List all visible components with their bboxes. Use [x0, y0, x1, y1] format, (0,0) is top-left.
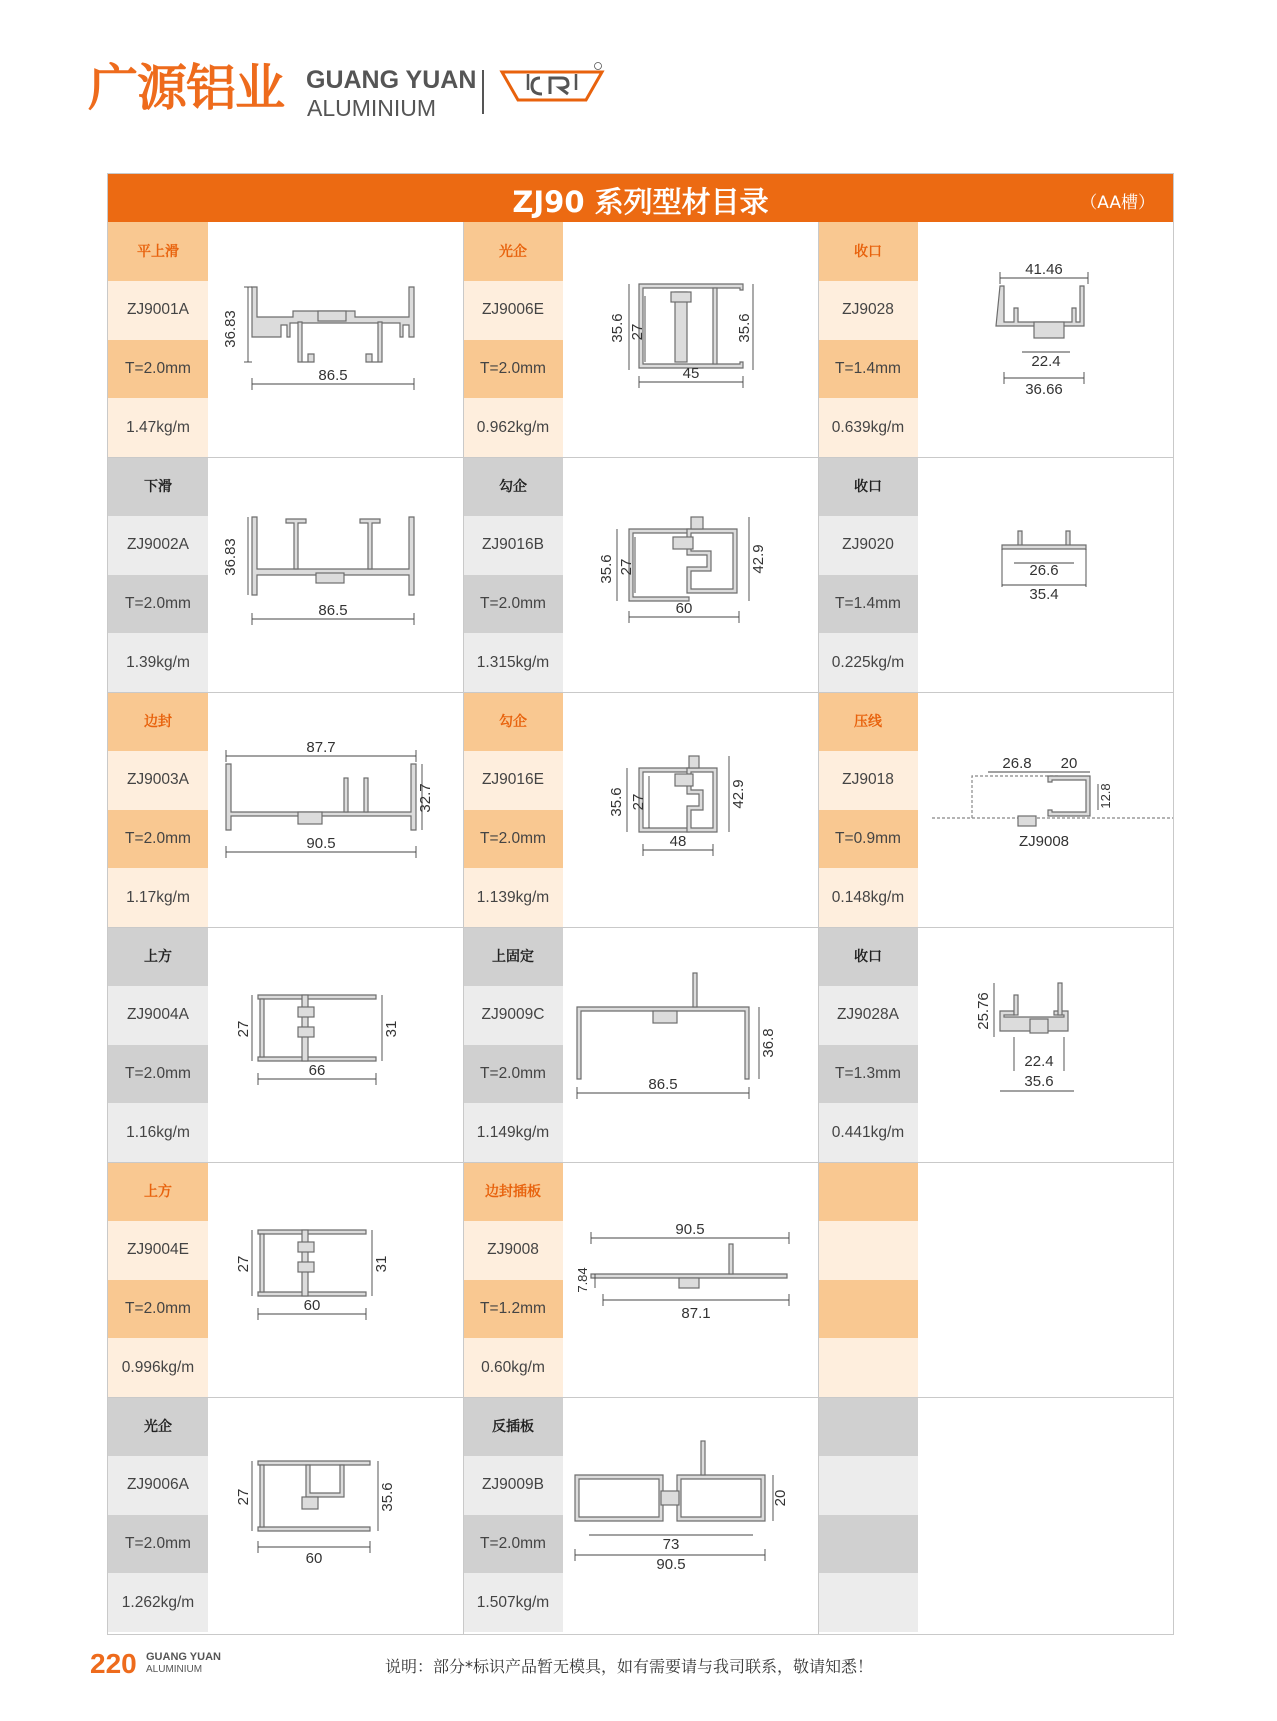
dimension-label: 22.4	[1031, 353, 1061, 370]
profile-weight: 1.16kg/m	[108, 1103, 208, 1162]
profile-card	[108, 222, 463, 457]
dimension-label: 31	[373, 1255, 390, 1273]
brand-logo-icon	[498, 60, 608, 116]
profile-code: ZJ9004E	[108, 1221, 208, 1280]
profile-code: ZJ9001A	[108, 281, 208, 340]
profile-card	[463, 1162, 818, 1397]
dimension-label: 60	[305, 1550, 323, 1567]
profile-weight: 1.149kg/m	[463, 1103, 563, 1162]
profile-card	[463, 457, 818, 692]
footer-brand-line2: ALUMINIUM	[146, 1664, 203, 1675]
profile-name: 上方	[108, 1162, 208, 1221]
profile-weight: 1.315kg/m	[463, 633, 563, 692]
row-divider	[108, 1162, 1173, 1163]
column-divider	[818, 222, 819, 1634]
dimension-label: 27	[618, 558, 635, 576]
profile-drawing	[563, 222, 818, 457]
profile-name: 收口	[818, 222, 918, 281]
dimension-label: 35.6	[379, 1482, 396, 1512]
profile-code: ZJ9008	[463, 1221, 563, 1280]
profile-weight: 1.47kg/m	[108, 398, 208, 457]
profile-card	[108, 1397, 463, 1632]
profile-code: ZJ9006E	[463, 281, 563, 340]
row-divider	[108, 457, 1173, 458]
dimension-label: 27	[235, 1488, 252, 1506]
profile-name: 边封	[108, 692, 208, 751]
profile-drawing	[918, 692, 1173, 927]
profile-drawing	[918, 222, 1173, 457]
profile-card	[463, 222, 818, 457]
profile-drawing	[563, 1162, 818, 1397]
profile-code: ZJ9028A	[818, 986, 918, 1045]
dimension-label: 36.8	[760, 1028, 777, 1058]
profile-card	[463, 692, 818, 927]
profile-code	[818, 1221, 918, 1280]
profile-thickness: T=2.0mm	[108, 1280, 208, 1339]
profile-drawing	[918, 927, 1173, 1162]
dimension-label: 45	[682, 365, 700, 382]
profile-weight: 1.262kg/m	[108, 1573, 208, 1632]
dimension-label: 27	[235, 1020, 252, 1038]
dimension-label: 35.6	[736, 313, 753, 343]
profile-card-empty	[818, 1397, 1173, 1632]
profile-weight: 0.996kg/m	[108, 1338, 208, 1397]
profile-name: 光企	[463, 222, 563, 281]
dimension-label: 90.5	[656, 1556, 686, 1573]
dimension-label: 35.4	[1029, 586, 1059, 603]
footer-brand-line1: GUANG YUAN	[146, 1651, 221, 1663]
profile-card	[108, 692, 463, 927]
dimension-label: 42.9	[730, 779, 747, 809]
profile-name: 上固定	[463, 927, 563, 986]
dimension-label: 41.46	[1025, 261, 1063, 278]
profile-thickness: T=2.0mm	[463, 575, 563, 634]
profile-weight: 0.60kg/m	[463, 1338, 563, 1397]
profile-name: 平上滑	[108, 222, 208, 281]
dimension-label: 27	[629, 323, 646, 341]
dimension-label: 20	[1060, 755, 1078, 772]
profile-code	[818, 1456, 918, 1515]
profile-name: 收口	[818, 927, 918, 986]
profile-code: ZJ9002A	[108, 516, 208, 575]
profile-name	[818, 1162, 918, 1221]
profile-code: ZJ9018	[818, 751, 918, 810]
profile-weight: 1.139kg/m	[463, 868, 563, 927]
profile-drawing	[208, 692, 463, 927]
catalog-title: ZJ90 系列型材目录	[512, 185, 769, 219]
profile-code: ZJ9004A	[108, 986, 208, 1045]
dimension-label: 48	[669, 833, 687, 850]
profile-drawing	[563, 927, 818, 1162]
profile-weight: 0.962kg/m	[463, 398, 563, 457]
column-divider	[463, 222, 464, 1634]
profile-thickness: T=1.3mm	[818, 1045, 918, 1104]
dimension-label: 27	[235, 1255, 252, 1273]
catalog-note: （AA槽）	[1080, 193, 1155, 213]
page-header	[88, 58, 648, 122]
profile-name: 压线	[818, 692, 918, 751]
profile-card	[463, 927, 818, 1162]
profile-drawing	[563, 692, 818, 927]
profile-weight: 1.39kg/m	[108, 633, 208, 692]
profile-name: 收口	[818, 457, 918, 516]
dimension-label: 12.8	[1098, 783, 1113, 809]
dimension-label: 90.5	[675, 1221, 705, 1238]
profile-drawing	[563, 457, 818, 692]
dimension-label: 73	[662, 1536, 680, 1553]
dimension-label: 36.83	[222, 538, 239, 576]
dimension-label: 35.6	[1024, 1073, 1054, 1090]
dimension-label: 26.6	[1029, 562, 1059, 579]
dimension-label: 35.6	[609, 313, 626, 343]
dimension-label: 35.6	[608, 787, 625, 817]
profile-thickness: T=2.0mm	[463, 340, 563, 399]
profile-code: ZJ9006A	[108, 1456, 208, 1515]
profile-weight: 0.639kg/m	[818, 398, 918, 457]
profile-card-empty	[818, 1162, 1173, 1397]
dimension-label: 26.8	[1002, 755, 1032, 772]
dimension-label: 22.4	[1024, 1053, 1054, 1070]
profile-name	[818, 1397, 918, 1456]
dimension-label: 35.6	[598, 554, 615, 584]
row-divider	[108, 1397, 1173, 1398]
profile-code: ZJ9020	[818, 516, 918, 575]
catalog-title-bar	[108, 174, 1173, 222]
dimension-label: 86.5	[648, 1076, 678, 1093]
profile-drawing	[918, 457, 1173, 692]
profile-card	[818, 927, 1173, 1162]
row-divider	[108, 927, 1173, 928]
profile-thickness: T=2.0mm	[108, 810, 208, 869]
profile-code: ZJ9016E	[463, 751, 563, 810]
profile-name: 边封插板	[463, 1162, 563, 1221]
profile-thickness	[818, 1515, 918, 1574]
dimension-label: 42.9	[750, 544, 767, 574]
profile-weight: 1.17kg/m	[108, 868, 208, 927]
brand-name-en-line2: ALUMINIUM	[307, 95, 437, 121]
profile-drawing	[563, 1397, 818, 1632]
profile-drawing	[208, 927, 463, 1162]
profile-name: 勾企	[463, 692, 563, 751]
profile-weight: 0.225kg/m	[818, 633, 918, 692]
dimension-label: ZJ9008	[1018, 833, 1070, 850]
dimension-label: 25.76	[975, 992, 992, 1030]
dimension-label: 87.7	[306, 739, 336, 756]
profile-weight: 0.148kg/m	[818, 868, 918, 927]
profile-drawing	[208, 222, 463, 457]
profile-thickness: T=1.4mm	[818, 575, 918, 634]
dimension-label: 32.7	[417, 783, 434, 813]
profile-code: ZJ9003A	[108, 751, 208, 810]
profile-thickness: T=1.4mm	[818, 340, 918, 399]
profile-thickness: T=2.0mm	[463, 1515, 563, 1574]
dimension-label: 20	[772, 1489, 789, 1507]
profile-weight: 1.507kg/m	[463, 1573, 563, 1632]
page-number: 220	[90, 1648, 137, 1679]
brand-separator	[482, 70, 484, 114]
profile-card	[818, 457, 1173, 692]
dimension-label: 87.1	[681, 1305, 711, 1322]
dimension-label: 90.5	[306, 835, 336, 852]
profile-code: ZJ9028	[818, 281, 918, 340]
profile-thickness: T=0.9mm	[818, 810, 918, 869]
profile-drawing	[208, 1397, 463, 1632]
profile-card	[108, 927, 463, 1162]
dimension-label: 31	[383, 1020, 400, 1038]
dimension-label: 60	[675, 600, 693, 617]
profile-code: ZJ9009B	[463, 1456, 563, 1515]
profile-thickness: T=2.0mm	[463, 1045, 563, 1104]
profile-card	[463, 1397, 818, 1632]
profile-name: 勾企	[463, 457, 563, 516]
brand-name-cn: 广源铝业	[88, 59, 284, 117]
profile-weight	[818, 1338, 918, 1397]
profile-thickness: T=1.2mm	[463, 1280, 563, 1339]
profile-catalog	[107, 173, 1174, 1635]
profile-thickness	[818, 1280, 918, 1339]
profile-thickness: T=2.0mm	[108, 575, 208, 634]
dimension-label: 86.5	[318, 602, 348, 619]
dimension-label: 66	[308, 1062, 326, 1079]
footer-note: 说明：部分*标识产品暂无模具，如有需要请与我司联系，敬请知悉！	[385, 1657, 874, 1676]
profile-code: ZJ9009C	[463, 986, 563, 1045]
profile-card	[108, 1162, 463, 1397]
profile-thickness: T=2.0mm	[108, 340, 208, 399]
dimension-label: 60	[303, 1297, 321, 1314]
profile-card	[818, 692, 1173, 927]
dimension-label: 36.66	[1025, 381, 1063, 398]
dimension-label: 7.84	[575, 1267, 590, 1293]
dimension-label: 27	[630, 793, 647, 811]
profile-weight: 0.441kg/m	[818, 1103, 918, 1162]
brand-name-en-line1: GUANG YUAN	[306, 66, 477, 94]
dimension-label: 86.5	[318, 367, 348, 384]
profile-card	[818, 222, 1173, 457]
profile-thickness: T=2.0mm	[108, 1515, 208, 1574]
profile-thickness: T=2.0mm	[108, 1045, 208, 1104]
row-divider	[108, 692, 1173, 693]
profile-name: 下滑	[108, 457, 208, 516]
dimension-label: 36.83	[222, 310, 239, 348]
profile-name: 反插板	[463, 1397, 563, 1456]
profile-card	[108, 457, 463, 692]
profile-name: 上方	[108, 927, 208, 986]
profile-drawing	[208, 457, 463, 692]
profile-thickness: T=2.0mm	[463, 810, 563, 869]
profile-drawing	[208, 1162, 463, 1397]
profile-name: 光企	[108, 1397, 208, 1456]
profile-weight	[818, 1573, 918, 1632]
profile-code: ZJ9016B	[463, 516, 563, 575]
